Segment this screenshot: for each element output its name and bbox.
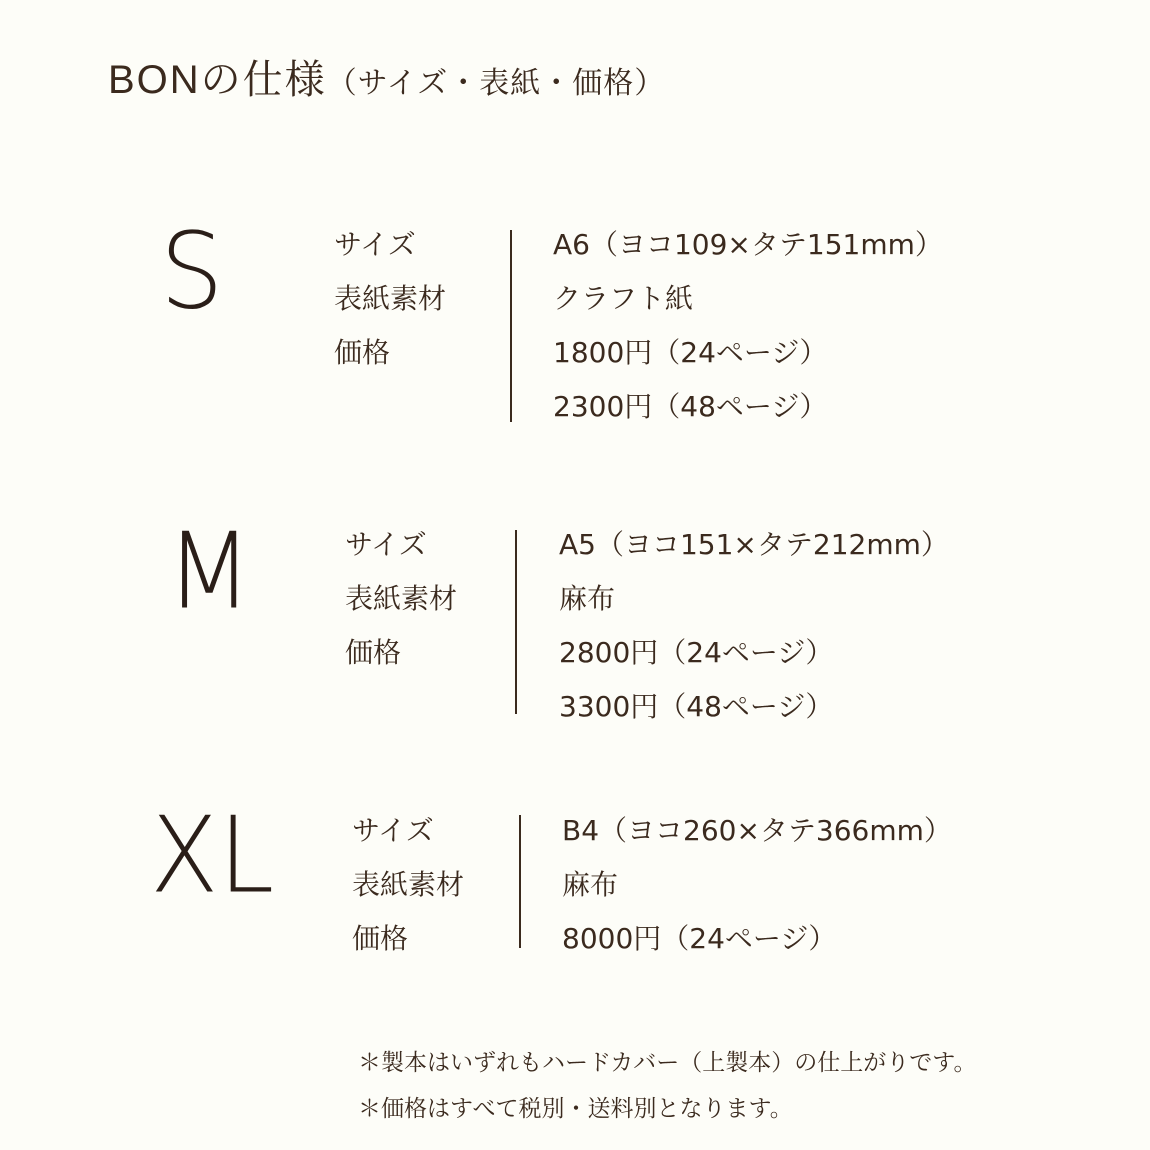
label-cover: 表紙素材 <box>334 282 447 315</box>
divider <box>515 530 517 714</box>
label-price: 価格 <box>334 336 391 369</box>
price-value: 2300円（48ページ） <box>553 390 828 423</box>
price-value: 8000円（24ページ） <box>562 922 837 955</box>
cover-value: 麻布 <box>559 582 616 615</box>
size-letter: M <box>166 510 253 633</box>
spec-values <box>559 518 949 734</box>
price-value: 1800円（24ページ） <box>553 336 828 369</box>
label-size: サイズ <box>334 228 416 261</box>
price-value: 3300円（48ページ） <box>559 690 834 723</box>
size-value: B4（ヨコ260×タテ366mm） <box>562 814 952 847</box>
cover-value: クラフト紙 <box>553 282 694 315</box>
size-letter: XL <box>150 794 275 917</box>
footnote: ＊製本はいずれもハードカバー（上製本）の仕上がりです。 <box>358 1050 977 1076</box>
divider <box>510 230 512 422</box>
label-size: サイズ <box>352 814 434 847</box>
footnote: ＊価格はすべて税別・送料別となります。 <box>358 1096 793 1122</box>
page-title-main: BONの仕様 <box>108 58 327 102</box>
divider <box>519 815 521 948</box>
spec-labels <box>345 518 457 680</box>
page-title-sub: （サイズ・表紙・価格） <box>326 67 666 100</box>
label-cover: 表紙素材 <box>345 582 458 615</box>
page-title <box>108 48 665 105</box>
label-size: サイズ <box>345 528 427 561</box>
spec-values <box>553 218 943 434</box>
footnotes <box>358 1040 976 1132</box>
spec-values <box>562 804 952 966</box>
cover-value: 麻布 <box>562 868 619 901</box>
spec-labels <box>352 804 464 966</box>
size-value: A6（ヨコ109×タテ151mm） <box>553 228 943 261</box>
size-letter: S <box>160 210 224 333</box>
label-cover: 表紙素材 <box>352 868 465 901</box>
label-price: 価格 <box>352 922 409 955</box>
size-value: A5（ヨコ151×タテ212mm） <box>559 528 949 561</box>
label-price: 価格 <box>345 636 402 669</box>
spec-labels <box>334 218 446 380</box>
price-value: 2800円（24ページ） <box>559 636 834 669</box>
